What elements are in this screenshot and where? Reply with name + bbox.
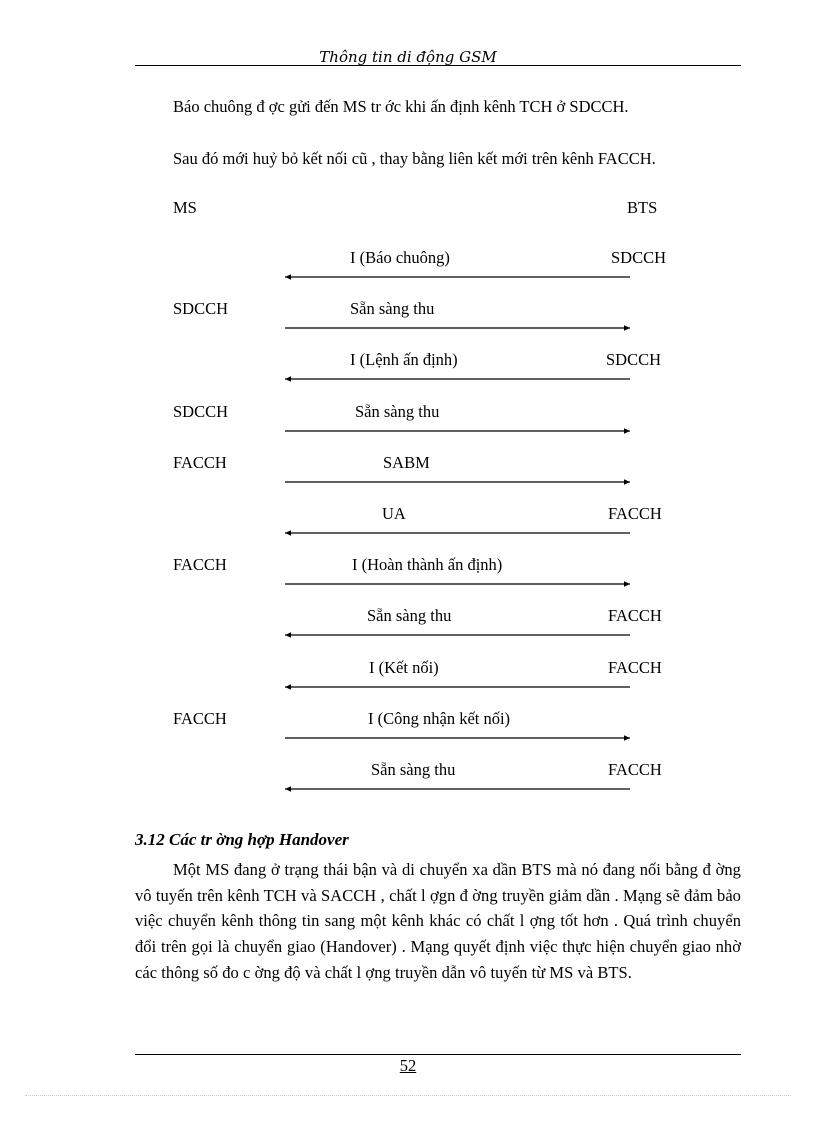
flow-message: Sẵn sàng thu	[367, 606, 452, 626]
flow-message: Sẵn sàng thu	[355, 401, 440, 421]
flow-message: SABM	[383, 452, 430, 472]
ms-channel-label: FACCH	[173, 555, 227, 575]
arrow-to-bts	[280, 733, 640, 743]
flow-message: I (Kết nối)	[369, 657, 439, 677]
page-number: 52	[399, 1056, 417, 1075]
bts-channel-label: SDCCH	[611, 248, 667, 267]
ms-channel-label: SDCCH	[173, 401, 229, 421]
arrow-to-ms	[280, 272, 640, 282]
flow-message: Sẵn sàng thu	[350, 299, 435, 319]
ms-label: MS	[173, 198, 197, 217]
flow-message: I (Công nhận kết nối)	[368, 708, 511, 728]
flow-message: I (Lệnh ấn định)	[350, 350, 458, 370]
section-heading: 3.12 Các tr ờng hợp Handover	[135, 830, 349, 849]
ms-channel-label: FACCH	[173, 452, 227, 472]
bts-label: BTS	[627, 198, 658, 217]
intro-paragraph-1: Báo chuông đ ợc gửi đến MS tr ớc khi ấn định kênh TCH ở SDCCH.	[173, 97, 629, 116]
arrow-to-ms	[280, 630, 640, 640]
intro-paragraph-2: Sau đó mới huỷ bỏ kết nối cũ , thay bằng liên kết mới trên kênh FACCH.	[173, 149, 656, 168]
bts-channel-label: SDCCH	[606, 350, 662, 370]
section-body: Một MS đang ở trạng thái bận và di chuyển xa dần BTS mà nó đang nối bằng đ ờng vô tuyến trên kênh TCH và SACCH , chất l ợgn đ ờng truyền giảm dần . Mạng sẽ đảm bảo việc chuyển kênh thông tin sang một kênh khác có chất l ợng tốt hơn . Quá trình chuyển đổi trên gọi là chuyển giao (Handover) . Mạng quyết định việc thực hiện chuyển giao nhờ các thông số đo c ờng độ và chất l ợng truyền dẫn vô tuyến từ MS và BTS.	[135, 860, 741, 982]
arrow-to-bts	[280, 579, 640, 589]
page-bottom-dotted-line	[25, 1095, 791, 1096]
bts-channel-label: FACCH	[608, 504, 662, 523]
arrow-to-ms	[280, 374, 640, 384]
header-rule	[135, 65, 741, 66]
arrow-to-bts	[280, 323, 640, 333]
flow-message: Sẵn sàng thu	[371, 760, 456, 779]
flow-message: UA	[382, 504, 406, 523]
page-header-title: Thông tin di động GSM	[319, 48, 497, 66]
bts-channel-label: FACCH	[608, 606, 662, 626]
arrow-to-bts	[280, 477, 640, 487]
ms-channel-label: SDCCH	[173, 299, 229, 319]
arrow-to-bts	[280, 426, 640, 436]
ms-channel-label: FACCH	[173, 708, 227, 728]
arrow-to-ms	[280, 682, 640, 692]
flow-message: I (Báo chuông)	[350, 248, 450, 267]
flow-message: I (Hoàn thành ấn định)	[352, 555, 503, 575]
arrow-to-ms	[280, 784, 640, 794]
arrow-to-ms	[280, 528, 640, 538]
bts-channel-label: FACCH	[608, 657, 662, 677]
bts-channel-label: FACCH	[608, 760, 662, 779]
footer-rule	[135, 1054, 741, 1055]
